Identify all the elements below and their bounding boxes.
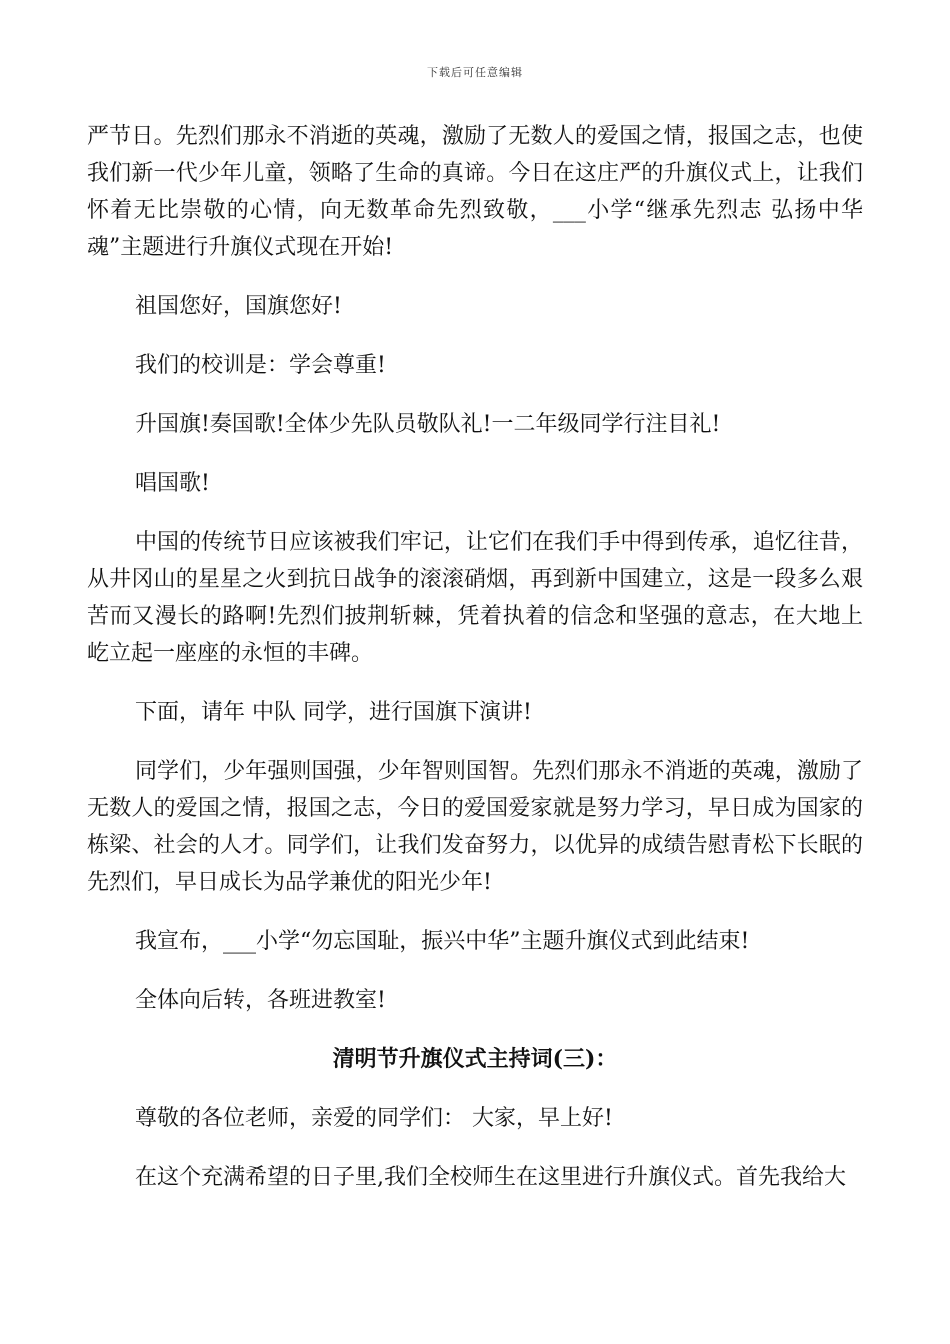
paragraph-2: 祖国您好，国旗您好! bbox=[135, 294, 342, 319]
paragraph-8: 同学们，少年强则国强，少年智则国智。先烈们那永不消逝的英魂，激励了无数人的爱国之情，报国之志，今日的爱国爱家就是努力学习，早日成为国家的栋梁、社会的人才。同学们，让我们发奋努力，以优异的成绩告慰青松下长眠的先烈们，早日成长为品学兼优的阳光少年! bbox=[87, 759, 863, 895]
document-body bbox=[87, 118, 863, 1196]
section-paragraph-2: 在这个充满希望的日子里,我们全校师生在这里进行升旗仪式。首先我给大 bbox=[135, 1165, 846, 1190]
paragraph-10: 全体向后转，各班进教室! bbox=[135, 988, 386, 1013]
paragraph-3: 我们的校训是：学会尊重! bbox=[135, 353, 386, 378]
paragraph-7: 下面，请年 中队 同学，进行国旗下演讲! bbox=[135, 700, 532, 725]
paragraph-9: 我宣布，___小学“勿忘国耻，振兴中华”主题升旗仪式到此结束! bbox=[135, 929, 750, 954]
paragraph-4: 升国旗!奏国歌!全体少先队员敬队礼!一二年级同学行注目礼! bbox=[135, 412, 721, 437]
paragraph-5: 唱国歌! bbox=[135, 471, 210, 496]
paragraph-6: 中国的传统节日应该被我们牢记，让它们在我们手中得到传承，追忆往昔，从井冈山的星星之火到抗日战争的滚滚硝烟，再到新中国建立，这是一段多么艰苦而又漫长的路啊!先烈们披荆斩棘，凭着执着的信念和坚强的意志，在大地上屹立起一座座的永恒的丰碑。 bbox=[87, 530, 863, 666]
section-paragraph-1: 尊敬的各位老师，亲爱的同学们： 大家，早上好! bbox=[135, 1106, 613, 1131]
section-heading: 清明节升旗仪式主持词(三)： bbox=[332, 1046, 618, 1072]
paragraph-1: 严节日。先烈们那永不消逝的英魂，激励了无数人的爱国之情，报国之志，也使我们新一代少年儿童，领略了生命的真谛。今日在这庄严的升旗仪式上，让我们怀着无比崇敬的心情，向无数革命先烈致敬，___小学“继承先烈志 弘扬中华魂”主题进行升旗仪式现在开始! bbox=[87, 124, 863, 260]
page-header: 下载后可任意编辑 bbox=[427, 66, 523, 79]
